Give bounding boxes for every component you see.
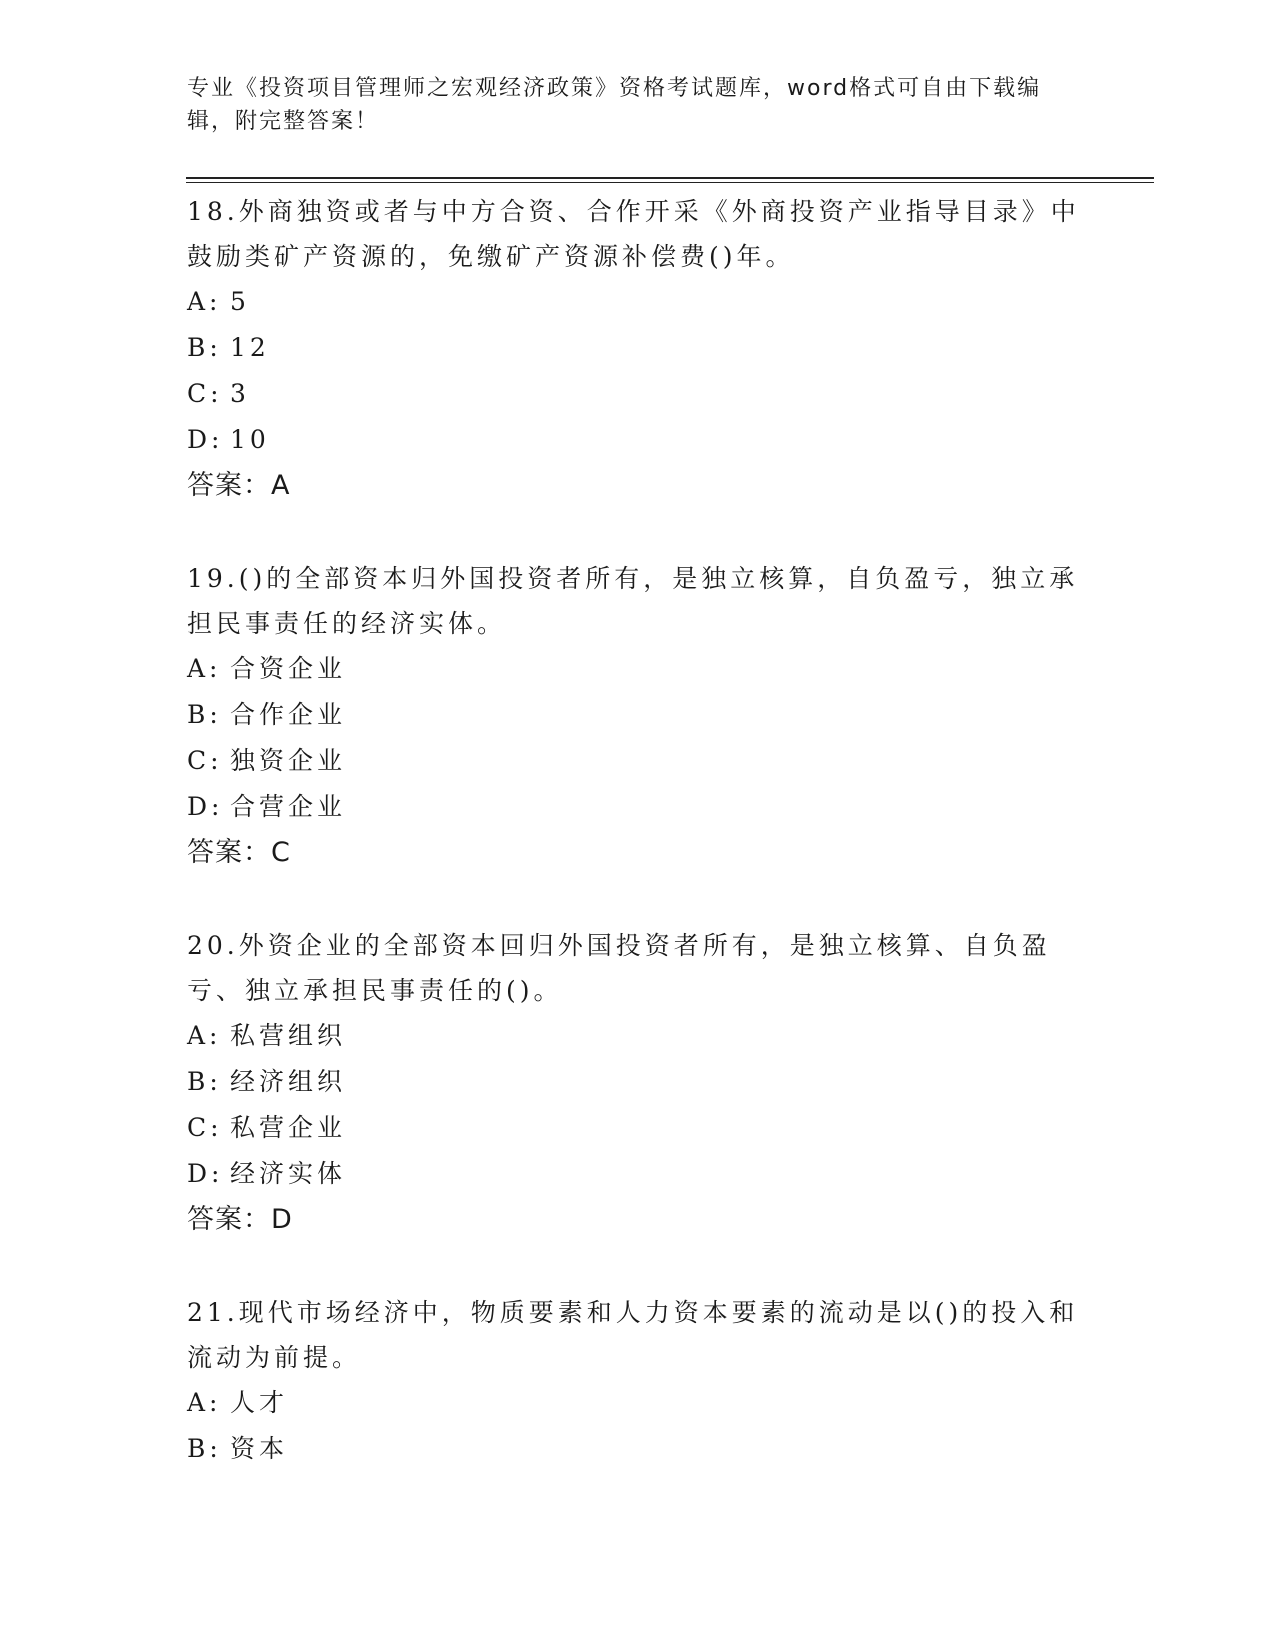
option-text: 经济实体 [230, 1159, 347, 1188]
option-a [187, 1380, 1087, 1426]
option-label: D: [187, 792, 224, 821]
answer-value: D [271, 1204, 293, 1235]
option-text: 合资企业 [230, 654, 347, 683]
option-text: 10 [230, 425, 270, 454]
option-text: 12 [230, 333, 270, 362]
option-text: 独资企业 [230, 746, 347, 775]
option-b [187, 1426, 1087, 1472]
option-b [187, 1059, 1087, 1105]
answer-value: C [271, 837, 291, 868]
option-b [187, 692, 1087, 738]
answer-prefix: 答案： [187, 1204, 271, 1235]
option-d [187, 417, 1087, 463]
answer-prefix: 答案： [187, 837, 271, 868]
header-divider [186, 177, 1154, 183]
question-stem: 19.()的全部资本归外国投资者所有，是独立核算，自负盈亏，独立承担民事责任的经济实体。 [187, 564, 1079, 638]
option-text: 合作企业 [230, 700, 347, 729]
question-19 [187, 556, 1087, 875]
option-d [187, 784, 1087, 830]
option-label: A: [187, 1021, 222, 1050]
option-a [187, 1013, 1087, 1059]
option-c [187, 738, 1087, 784]
option-text: 3 [230, 379, 250, 408]
option-text: 私营企业 [230, 1113, 347, 1142]
answer-line [187, 1198, 1087, 1242]
question-list [187, 189, 1087, 1520]
option-text: 5 [230, 287, 250, 316]
option-a [187, 279, 1087, 325]
option-label: C: [187, 379, 223, 408]
question-21 [187, 1290, 1087, 1472]
option-text: 资本 [230, 1434, 289, 1463]
option-text: 经济组织 [230, 1067, 347, 1096]
option-label: B: [187, 1434, 222, 1463]
question-stem: 18.外商独资或者与中方合资、合作开采《外商投资产业指导目录》中鼓励类矿产资源的，免缴矿产资源补偿费()年。 [187, 197, 1080, 271]
answer-line [187, 464, 1087, 508]
question-stem: 20.外资企业的全部资本回归外国投资者所有，是独立核算、自负盈亏、独立承担民事责任的()。 [187, 931, 1051, 1005]
question-18 [187, 189, 1087, 508]
document-header: 专业《投资项目管理师之宏观经济政策》资格考试题库，word格式可自由下载编辑，附完整答案！ [187, 76, 1042, 134]
option-label: D: [187, 425, 224, 454]
option-b [187, 325, 1087, 371]
option-c [187, 371, 1087, 417]
answer-value: A [271, 470, 291, 501]
answer-prefix: 答案： [187, 470, 271, 501]
option-text: 人才 [230, 1388, 289, 1417]
option-label: C: [187, 1113, 223, 1142]
option-label: A: [187, 1388, 222, 1417]
option-label: B: [187, 333, 222, 362]
option-c [187, 1105, 1087, 1151]
option-text: 私营组织 [230, 1021, 347, 1050]
answer-line [187, 831, 1087, 875]
option-a [187, 646, 1087, 692]
option-label: C: [187, 746, 223, 775]
question-stem: 21.现代市场经济中，物质要素和人力资本要素的流动是以()的投入和流动为前提。 [187, 1298, 1079, 1372]
option-d [187, 1151, 1087, 1197]
option-label: B: [187, 1067, 222, 1096]
question-20 [187, 923, 1087, 1242]
option-label: D: [187, 1159, 224, 1188]
option-label: A: [187, 287, 222, 316]
option-label: B: [187, 700, 222, 729]
option-label: A: [187, 654, 222, 683]
option-text: 合营企业 [230, 792, 347, 821]
